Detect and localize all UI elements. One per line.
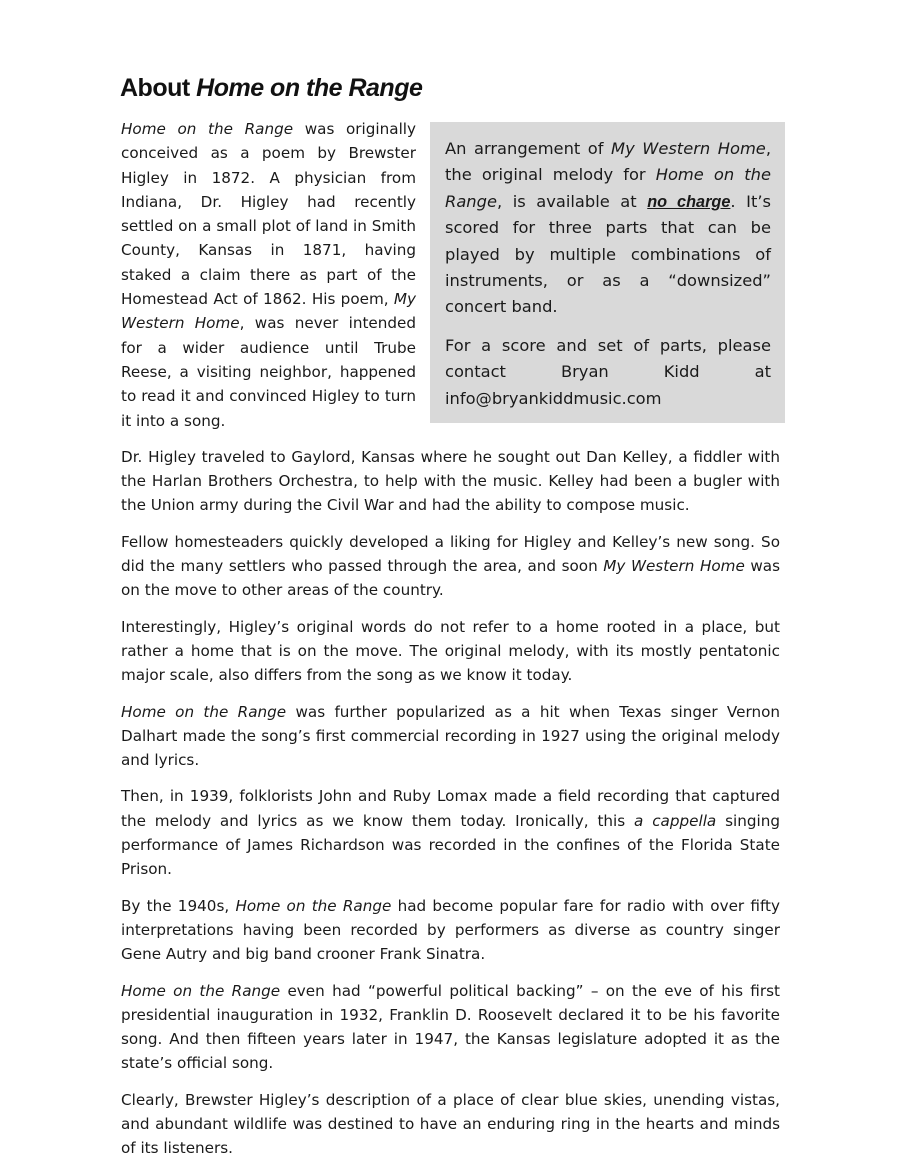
- callout-contact: For a score and set of parts, please contact Bryan Kidd at info@bryankiddmusic.com: [445, 335, 771, 408]
- body-paragraph: Clearly, Brewster Higley’s description of a place of clear blue skies, unending vistas, and abundant wildlife was destined to have an enduring ring in the hearts and minds of its listeners.: [121, 1090, 780, 1158]
- callout-paragraph: An arrangement of My Western Home, the original melody for Home on the Range, is available at no charge. It’s scored for three parts that can be played by multiple combinations of instruments, or as a “downsized” concert band.: [445, 139, 772, 317]
- body-paragraph: Then, in 1939, folklorists John and Ruby Lomax made a field recording that captured the melody and lyrics as we know them today. Ironically, this a cappella singing performance of James Richardson was recorded in the confines of the Florida State Prison.: [121, 787, 780, 879]
- body-paragraph: Home on the Range was further popularized as a hit when Texas singer Vernon Dalhart made the song’s first commercial recording in 1927 using the original melody and lyrics.: [121, 702, 780, 770]
- no-charge-emphasis: no charge: [647, 192, 731, 211]
- page-title: About Home on the Range: [120, 74, 423, 102]
- body-paragraph: Interestingly, Higley’s original words do not refer to a home rooted in a place, but rather a home that is on the move. The original melody, with its mostly pentatonic major scale, also differs from the song as we know it today.: [121, 617, 780, 685]
- body-paragraph: Home on the Range was originally conceived as a poem by Brewster Higley in 1872. A physician from Indiana, Dr. Higley had recently settled on a small plot of land in Smith County, Kansas in 1871, having staked a claim there as part of the Homestead Act of 1862. His poem, My Western Home, was never intended for a wider audience until Trube Reese, a visiting neighbor, happened to read it and convinced Higley to turn it into a song.: [121, 120, 416, 430]
- body-paragraph: By the 1940s, Home on the Range had become popular fare for radio with over fifty interpretations having been recorded by performers as diverse as country singer Gene Autry and big band crooner Frank Sinatra.: [121, 896, 780, 964]
- page-title-italic: Home on the Range: [196, 74, 423, 102]
- body-paragraph: Dr. Higley traveled to Gaylord, Kansas where he sought out Dan Kelley, a fiddler with the Harlan Brothers Orchestra, to help with the music. Kelley had been a bugler with the Union army during the Civil War and had the ability to compose music.: [121, 447, 780, 515]
- body-paragraph: Fellow homesteaders quickly developed a liking for Higley and Kelley’s new song. So did the many settlers who passed through the area, and soon My Western Home was on the move to other areas of the country.: [121, 532, 781, 600]
- article-body: [121, 117, 780, 1173]
- body-paragraph: Home on the Range even had “powerful political backing” – on the eve of his first presidential inauguration in 1932, Franklin D. Roosevelt declared it to be his favorite song. And then fifteen years later in 1947, the Kansas legislature adopted it as the state’s official song.: [121, 981, 780, 1073]
- callout-box: [430, 122, 785, 423]
